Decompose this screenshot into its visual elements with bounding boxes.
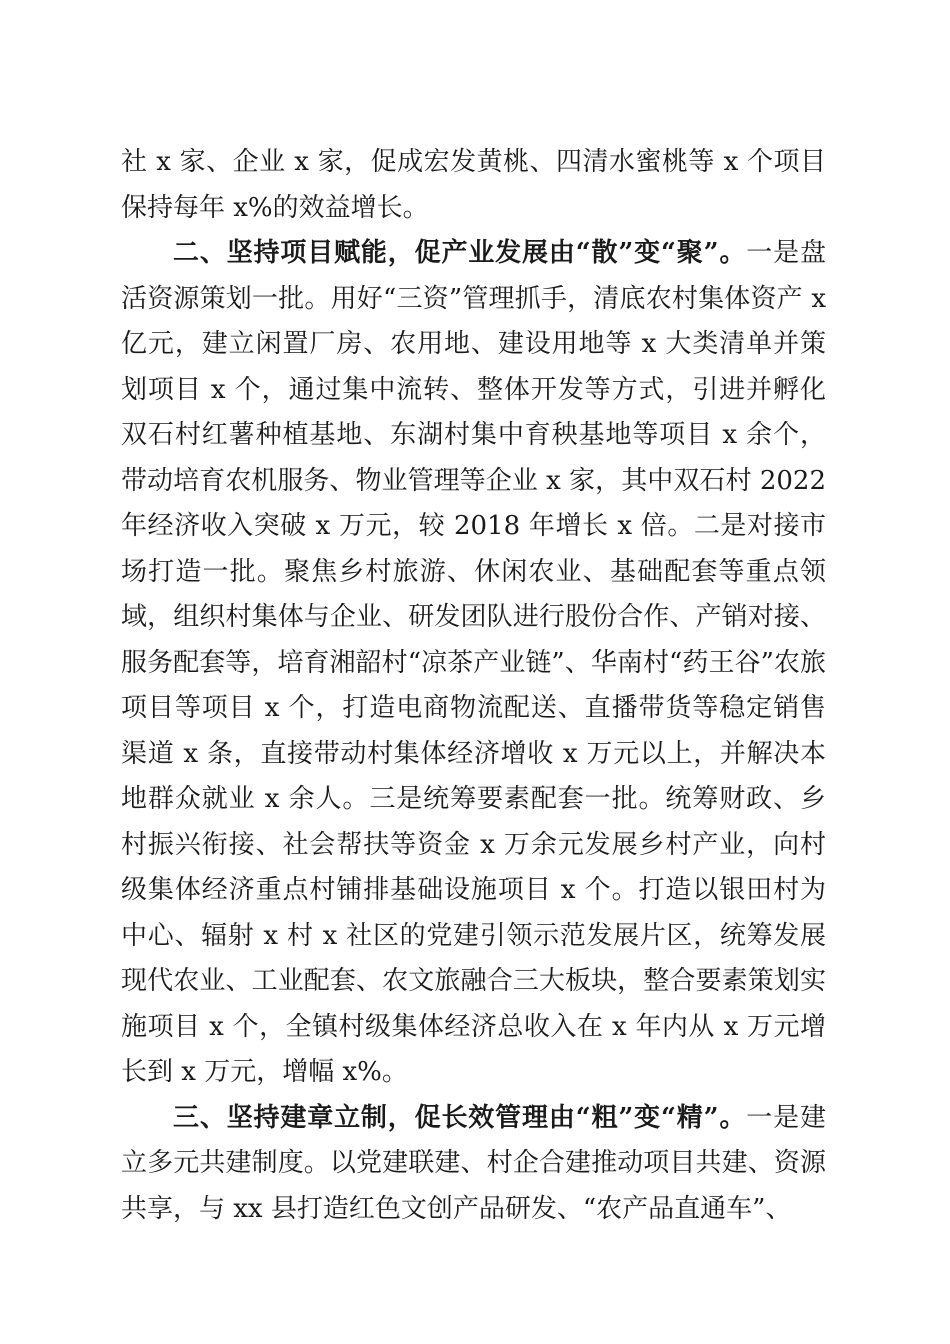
paragraph-text: 一是盘活资源策划一批。用好“三资”管理抓手，清底农村集体资产 x 亿元，建立闲置厂房、农用地、建设用地等 x 大类清单并策划项目 x 个，通过集中流转、整体开发等方式，引进并孵化双石村红薯种植基地、东湖村集中育秧基地等项目 x 余个，带动培育农机服务、物业管理等企业 x 家，其中双石村 2022 年经济收入突破 x 万元，较 2018 年增长 x 倍。二是对接市场打造一批。聚焦乡村旅游、休闲农业、基础配套等重点领域，组织村集体与企业、研发团队进行股份合作、产销对接、服务配套等，培育湘韶村“凉茶产业链”、华南村“药王谷”农旅项目等项目 x 个，打造电商物流配送、直播带货等稳定销售渠道 x 条，直接带动村集体经济增收 x 万元以上，并解决本地群众就业 x 余人。三是统筹要素配套一批。统筹财政、乡村振兴衔接、社会帮扶等资金 x 万余元发展乡村产业，向村级集体经济重点村铺排基础设施项目 x 个。打造以银田村为中心、辐射 x 村 x 社区的党建引领示范发展片区，统筹发展现代农业、工业配套、农文旅融合三大板块，整合要素策划实施项目 x 个，全镇村级集体经济总收入在 x 年内从 x 万元增长到 x 万元，增幅 x%。 xyxy=(121,238,826,1087)
paragraph-continuation xyxy=(121,140,826,231)
paragraph-text: 一是建立多元共建制度。以党建联建、村企合建推动项目共建、资源共享，与 xx 县打造红色文创产品研发、“农产品直通车”、 xyxy=(121,1102,826,1224)
paragraph-text: 社 x 家、企业 x 家，促成宏发黄桃、四清水蜜桃等 x 个项目保持每年 x%的效益增长。 xyxy=(121,147,826,223)
section-heading: 三、坚持建章立制，促长效管理由“粗”变“精”。 xyxy=(173,1102,747,1133)
paragraph-section-three xyxy=(121,1096,826,1233)
document-body xyxy=(121,140,826,1232)
paragraph-section-two xyxy=(121,231,826,1096)
section-heading: 二、坚持项目赋能，促产业发展由“散”变“聚”。 xyxy=(173,238,747,268)
